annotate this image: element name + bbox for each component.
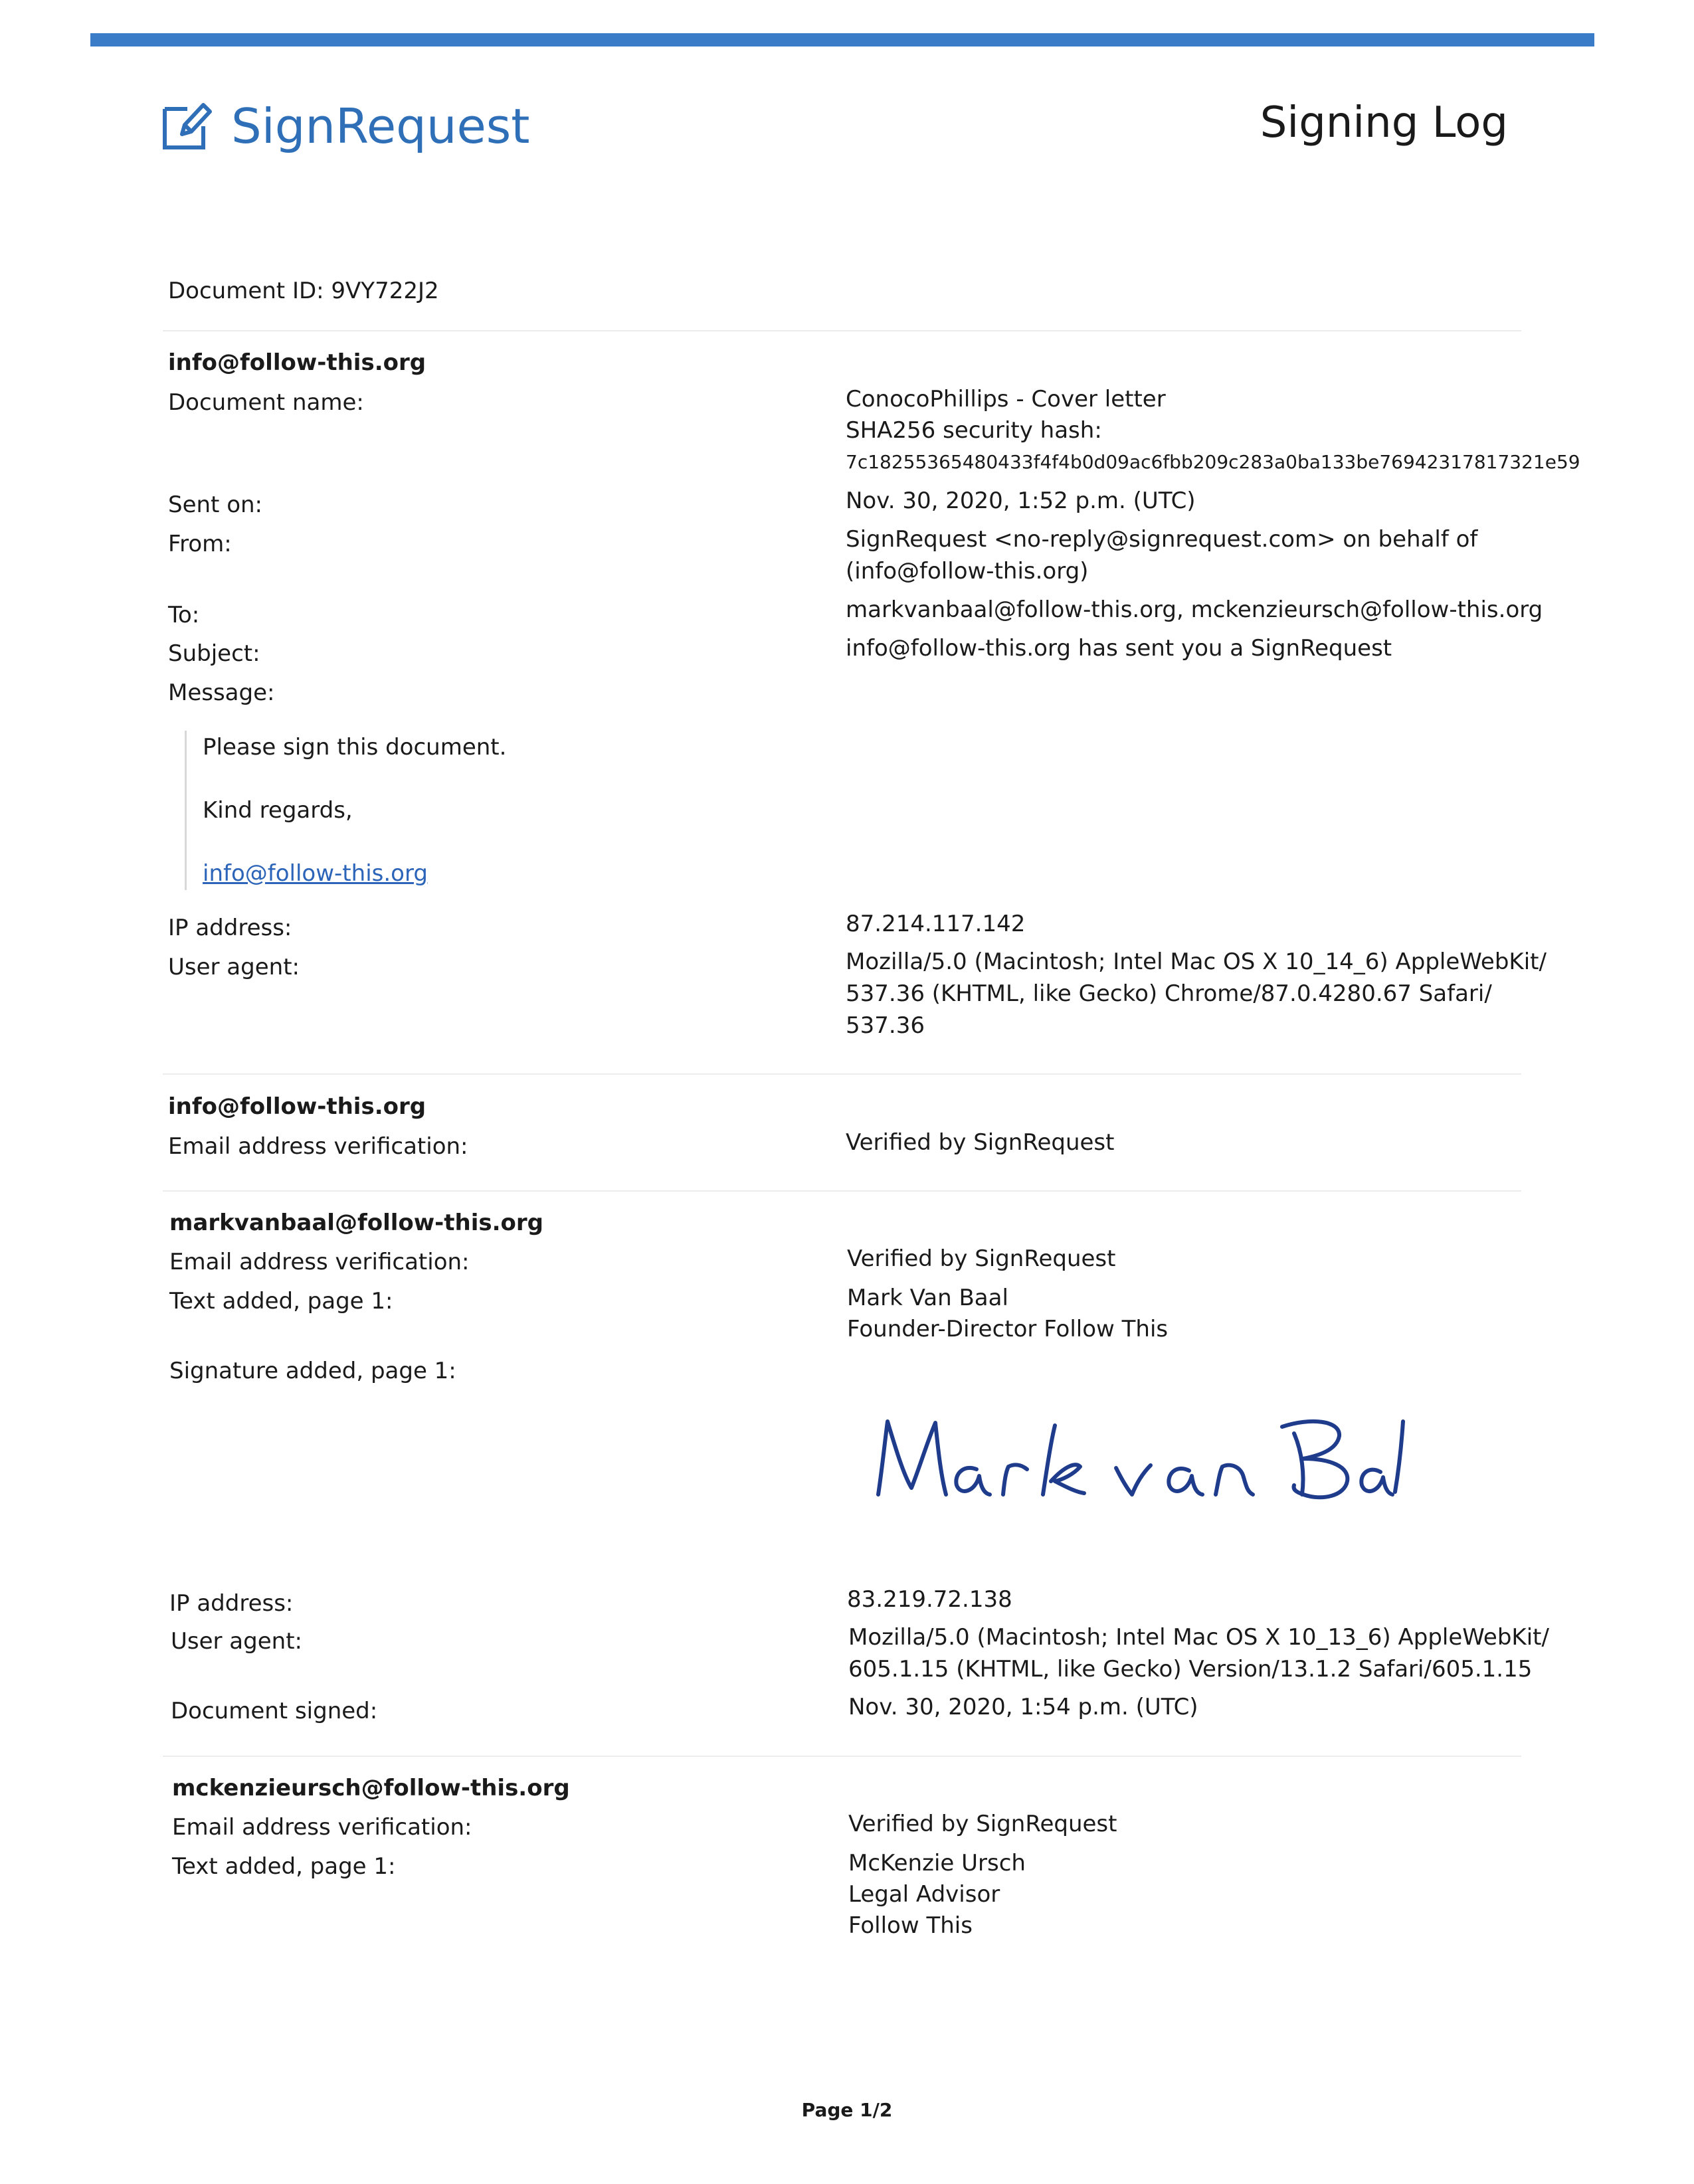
- hash-value: 7c18255365480433f4f4b0d09ac6fbb209c283a0ba133be76942317817321e59: [846, 451, 1580, 473]
- ip-address-value: 87.214.117.142: [846, 911, 1026, 937]
- signer1-email: markvanbaal@follow-this.org: [169, 1210, 544, 1236]
- sent-on-label: Sent on:: [168, 492, 262, 518]
- document-signed-value: Nov. 30, 2020, 1:54 p.m. (UTC): [848, 1694, 1198, 1720]
- signer1-user-agent-label: User agent:: [171, 1628, 302, 1655]
- signer2-text-label: Text added, page 1:: [172, 1853, 396, 1880]
- to-label: To:: [168, 602, 200, 628]
- message-quote-bar: [185, 731, 187, 890]
- subject-label: Subject:: [168, 640, 260, 667]
- signer2-text-line2: Legal Advisor: [848, 1881, 1000, 1908]
- signer1-text-label: Text added, page 1:: [169, 1288, 393, 1315]
- signer2-verification-value: Verified by SignRequest: [848, 1811, 1117, 1837]
- page-title: Signing Log: [1260, 98, 1508, 147]
- signer2-text-line1: McKenzie Ursch: [848, 1850, 1026, 1876]
- subject-value: info@follow-this.org has sent you a SignRequest: [846, 635, 1392, 662]
- message-line1: Please sign this document.: [203, 734, 507, 761]
- message-line2: Kind regards,: [203, 797, 353, 824]
- hash-label: SHA256 security hash:: [846, 417, 1102, 444]
- document-name-value: ConocoPhillips - Cover letter: [846, 386, 1166, 412]
- signer1-user-agent-line1: Mozilla/5.0 (Macintosh; Intel Mac OS X 10_13_6) AppleWebKit/: [848, 1624, 1549, 1651]
- handwritten-signature: [864, 1395, 1408, 1530]
- message-link[interactable]: info@follow-this.org: [203, 860, 428, 887]
- signer2-text-line3: Follow This: [848, 1912, 973, 1939]
- signer1-ip-value: 83.219.72.138: [847, 1586, 1012, 1613]
- user-agent-line1: Mozilla/5.0 (Macintosh; Intel Mac OS X 10_14_6) AppleWebKit/: [846, 949, 1547, 975]
- brand-logo: [159, 98, 530, 154]
- signer1-text-line1: Mark Van Baal: [847, 1285, 1008, 1311]
- verifier-email: info@follow-this.org: [168, 1093, 426, 1120]
- signer1-signature-label: Signature added, page 1:: [169, 1358, 456, 1384]
- signer2-verification-label: Email address verification:: [172, 1814, 472, 1841]
- signer1-text-line2: Founder-Director Follow This: [847, 1316, 1169, 1342]
- document-id: Document ID: 9VY722J2: [168, 278, 439, 304]
- user-agent-line3: 537.36: [846, 1012, 925, 1039]
- top-accent-bar: [90, 33, 1594, 46]
- to-value: markvanbaal@follow-this.org, mckenzieursch@follow-this.org: [846, 596, 1543, 623]
- document-name-label: Document name:: [168, 389, 364, 416]
- divider: [163, 1756, 1521, 1757]
- ip-address-label: IP address:: [168, 915, 292, 941]
- from-value-line1: SignRequest <no-reply@signrequest.com> on behalf of: [846, 526, 1478, 553]
- from-label: From:: [168, 531, 232, 557]
- signer1-user-agent-line2: 605.1.15 (KHTML, like Gecko) Version/13.1.2 Safari/605.1.15: [848, 1656, 1533, 1683]
- email-verification-label: Email address verification:: [168, 1133, 468, 1160]
- page-number: Page 1/2: [801, 2099, 893, 2121]
- user-agent-label: User agent:: [168, 954, 300, 980]
- from-value-line2: (info@follow-this.org): [846, 558, 1089, 585]
- document-signed-label: Document signed:: [171, 1698, 378, 1724]
- sent-on-value: Nov. 30, 2020, 1:52 p.m. (UTC): [846, 488, 1196, 514]
- divider: [163, 1073, 1521, 1075]
- email-verification-value: Verified by SignRequest: [846, 1129, 1115, 1156]
- signer1-verification-value: Verified by SignRequest: [847, 1245, 1116, 1272]
- brand-name: SignRequest: [231, 98, 530, 154]
- edit-icon: [159, 100, 213, 153]
- message-label: Message:: [168, 680, 275, 706]
- signer2-email: mckenzieursch@follow-this.org: [172, 1775, 570, 1801]
- divider: [163, 330, 1521, 331]
- divider: [163, 1190, 1521, 1192]
- sender-email: info@follow-this.org: [168, 349, 426, 376]
- user-agent-line2: 537.36 (KHTML, like Gecko) Chrome/87.0.4280.67 Safari/: [846, 980, 1492, 1007]
- signer1-ip-label: IP address:: [169, 1590, 294, 1617]
- signer1-verification-label: Email address verification:: [169, 1249, 470, 1275]
